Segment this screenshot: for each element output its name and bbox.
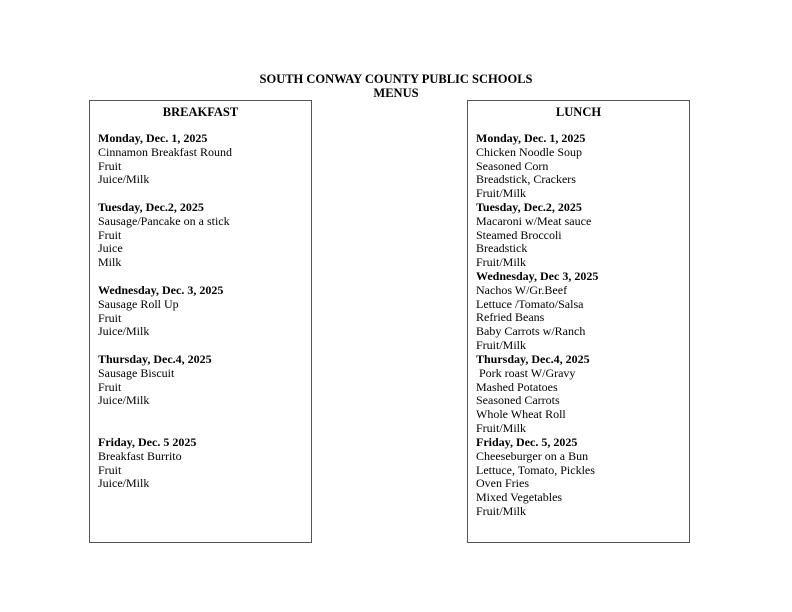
breakfast-day-friday — [98, 436, 307, 491]
lunch-menu-item: Pork roast W/Gravy — [476, 365, 576, 380]
breakfast-menu-item: Milk — [98, 255, 122, 270]
breakfast-menu-item: Sausage Biscuit — [98, 365, 175, 380]
breakfast-menu-item: Fruit — [98, 227, 122, 242]
lunch-menu-item: Breadstick — [476, 241, 528, 256]
lunch-menu-item: Seasoned Carrots — [476, 393, 560, 408]
lunch-day-label: Wednesday, Dec 3, 2025 — [476, 269, 599, 283]
breakfast-menu-item: Juice/Milk — [98, 476, 150, 491]
breakfast-menu-item: Fruit — [98, 310, 122, 325]
breakfast-day-label: Friday, Dec. 5 2025 — [98, 435, 197, 449]
breakfast-menu-item: Sausage Roll Up — [98, 296, 179, 311]
lunch-menu-item: Fruit/Milk — [476, 420, 527, 435]
breakfast-menu-item: Juice/Milk — [98, 324, 150, 339]
lunch-menu-item: Breadstick, Crackers — [476, 172, 576, 187]
breakfast-menu-item: Fruit — [98, 379, 122, 394]
document-title: SOUTH CONWAY COUNTY PUBLIC SCHOOLS — [259, 72, 533, 86]
breakfast-menu-item: Breakfast Burrito — [98, 448, 182, 463]
breakfast-day-label: Thursday, Dec.4, 2025 — [98, 352, 212, 366]
breakfast-menu-item: Fruit — [98, 158, 122, 173]
lunch-day-thursday — [476, 353, 685, 436]
lunch-menu-item: Macaroni w/Meat sauce — [476, 213, 592, 228]
breakfast-day-label: Monday, Dec. 1, 2025 — [98, 131, 208, 145]
lunch-day-tuesday — [476, 201, 685, 270]
lunch-menu-item: Lettuce /Tomato/Salsa — [476, 296, 584, 311]
document-subtitle: MENUS — [373, 85, 419, 100]
breakfast-day-tuesday — [98, 201, 307, 270]
lunch-day-wednesday — [476, 270, 685, 353]
breakfast-day-label: Tuesday, Dec.2, 2025 — [98, 200, 204, 214]
lunch-menu-item: Fruit/Milk — [476, 186, 527, 201]
breakfast-menu-item: Juice/Milk — [98, 393, 150, 408]
breakfast-menu-item: Juice/Milk — [98, 172, 150, 187]
breakfast-day-thursday — [98, 353, 307, 408]
breakfast-menu-item: Fruit — [98, 462, 122, 477]
lunch-menu-item: Chicken Noodle Soup — [476, 144, 582, 159]
lunch-menu-item: Baby Carrots w/Ranch — [476, 324, 586, 339]
lunch-header: LUNCH — [555, 105, 602, 119]
lunch-menu-item: Nachos W/Gr.Beef — [476, 282, 568, 297]
lunch-menu-box — [467, 100, 690, 543]
breakfast-header: BREAKFAST — [162, 105, 239, 119]
lunch-day-friday — [476, 436, 685, 519]
breakfast-menu-item: Cinnamon Breakfast Round — [98, 144, 232, 159]
lunch-menu-item: Oven Fries — [476, 476, 529, 491]
breakfast-day-label: Wednesday, Dec. 3, 2025 — [98, 283, 224, 297]
breakfast-menu-box — [89, 100, 312, 543]
breakfast-day-monday — [98, 132, 307, 187]
breakfast-menu-item: Sausage/Pancake on a stick — [98, 213, 230, 228]
breakfast-day-wednesday — [98, 284, 307, 339]
lunch-day-monday — [476, 132, 685, 201]
lunch-menu-item: Fruit/Milk — [476, 337, 527, 352]
lunch-menu-item: Steamed Broccoli — [476, 227, 562, 242]
lunch-menu-item: Refried Beans — [476, 310, 545, 325]
breakfast-menu-item: Juice — [98, 241, 123, 256]
lunch-menu-item: Whole Wheat Roll — [476, 407, 566, 422]
lunch-day-label: Friday, Dec. 5, 2025 — [476, 435, 578, 449]
lunch-menu-item: Lettuce, Tomato, Pickles — [476, 462, 595, 477]
lunch-menu-item: Mixed Vegetables — [476, 490, 563, 505]
lunch-menu-item: Fruit/Milk — [476, 503, 527, 518]
lunch-day-label: Tuesday, Dec.2, 2025 — [476, 200, 582, 214]
lunch-menu-item: Fruit/Milk — [476, 255, 527, 270]
lunch-day-label: Monday, Dec. 1, 2025 — [476, 131, 586, 145]
lunch-menu-item: Mashed Potatoes — [476, 379, 558, 394]
lunch-menu-item: Cheeseburger on a Bun — [476, 448, 589, 463]
lunch-menu-item: Seasoned Corn — [476, 158, 549, 173]
lunch-day-label: Thursday, Dec.4, 2025 — [476, 352, 590, 366]
